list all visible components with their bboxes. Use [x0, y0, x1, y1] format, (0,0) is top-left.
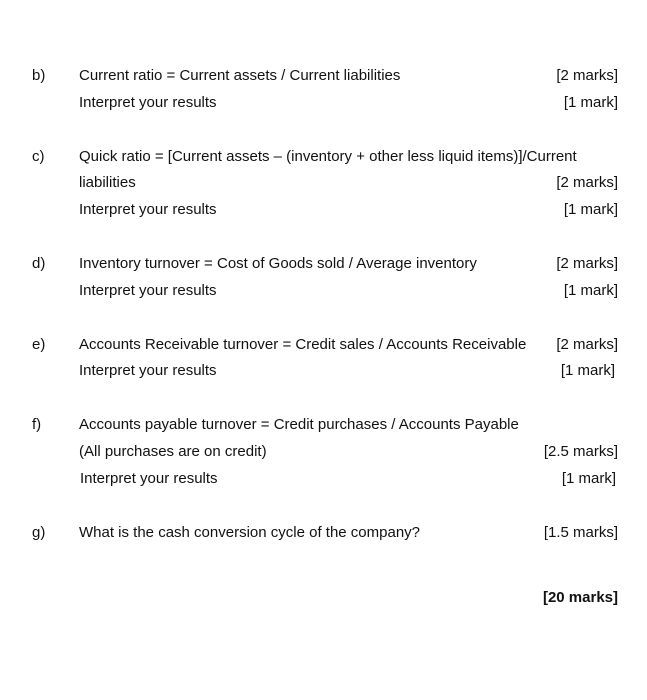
question-text: Current ratio = Current assets / Current liabilities: [79, 67, 401, 84]
question-label: b): [32, 67, 46, 84]
question-label: g): [32, 524, 46, 541]
question-text: What is the cash conversion cycle of the company?: [79, 524, 421, 541]
marks-value: [2 marks]: [556, 255, 618, 272]
marks-value: [2 marks]: [556, 67, 618, 84]
question-e-line-2: [0, 361, 647, 381]
marks-value: [1 mark]: [563, 94, 618, 111]
question-text: Interpret your results: [80, 470, 218, 487]
question-g-line-1: [0, 523, 647, 543]
marks-value: [1 mark]: [563, 282, 618, 299]
marks-value: [2.5 marks]: [543, 443, 618, 460]
question-label: f): [32, 416, 42, 433]
question-c-line-1: [0, 147, 647, 167]
marks-value: [1 mark]: [563, 201, 618, 218]
question-d-line-1: [0, 254, 647, 274]
question-f-line-1: [0, 415, 647, 435]
question-text: Interpret your results: [79, 282, 217, 299]
question-c-line-2: [0, 173, 647, 193]
total-marks: [20 marks]: [542, 589, 618, 606]
question-label: d): [32, 255, 46, 272]
marks-value: [2 marks]: [556, 336, 618, 353]
question-text: Interpret your results: [79, 201, 217, 218]
marks-value: [2 marks]: [556, 174, 618, 191]
question-c-line-3: [0, 200, 647, 220]
question-label: e): [32, 336, 46, 353]
question-text: Accounts Receivable turnover = Credit sales / Accounts Receivable: [79, 336, 527, 353]
total-marks-line: [0, 588, 647, 608]
marks-value: [1 mark]: [561, 470, 616, 487]
question-b-line-2: [0, 93, 647, 113]
question-text: Interpret your results: [79, 362, 217, 379]
question-text: (All purchases are on credit): [79, 443, 267, 460]
question-text: Inventory turnover = Cost of Goods sold / Average inventory: [79, 255, 477, 272]
question-text: Interpret your results: [79, 94, 217, 111]
question-d-line-2: [0, 281, 647, 301]
question-label: c): [32, 148, 45, 165]
question-f-line-3: [0, 469, 647, 489]
question-text: liabilities: [79, 174, 136, 191]
question-b-line-1: [0, 66, 647, 86]
marks-value: [1 mark]: [560, 362, 615, 379]
question-f-line-2: [0, 442, 647, 462]
question-text: Accounts payable turnover = Credit purchases / Accounts Payable: [79, 416, 519, 433]
question-text: Quick ratio = [Current assets – (inventory + other less liquid items)]/Current: [79, 148, 577, 165]
question-e-line-1: [0, 335, 647, 355]
marks-value: [1.5 marks]: [543, 524, 618, 541]
